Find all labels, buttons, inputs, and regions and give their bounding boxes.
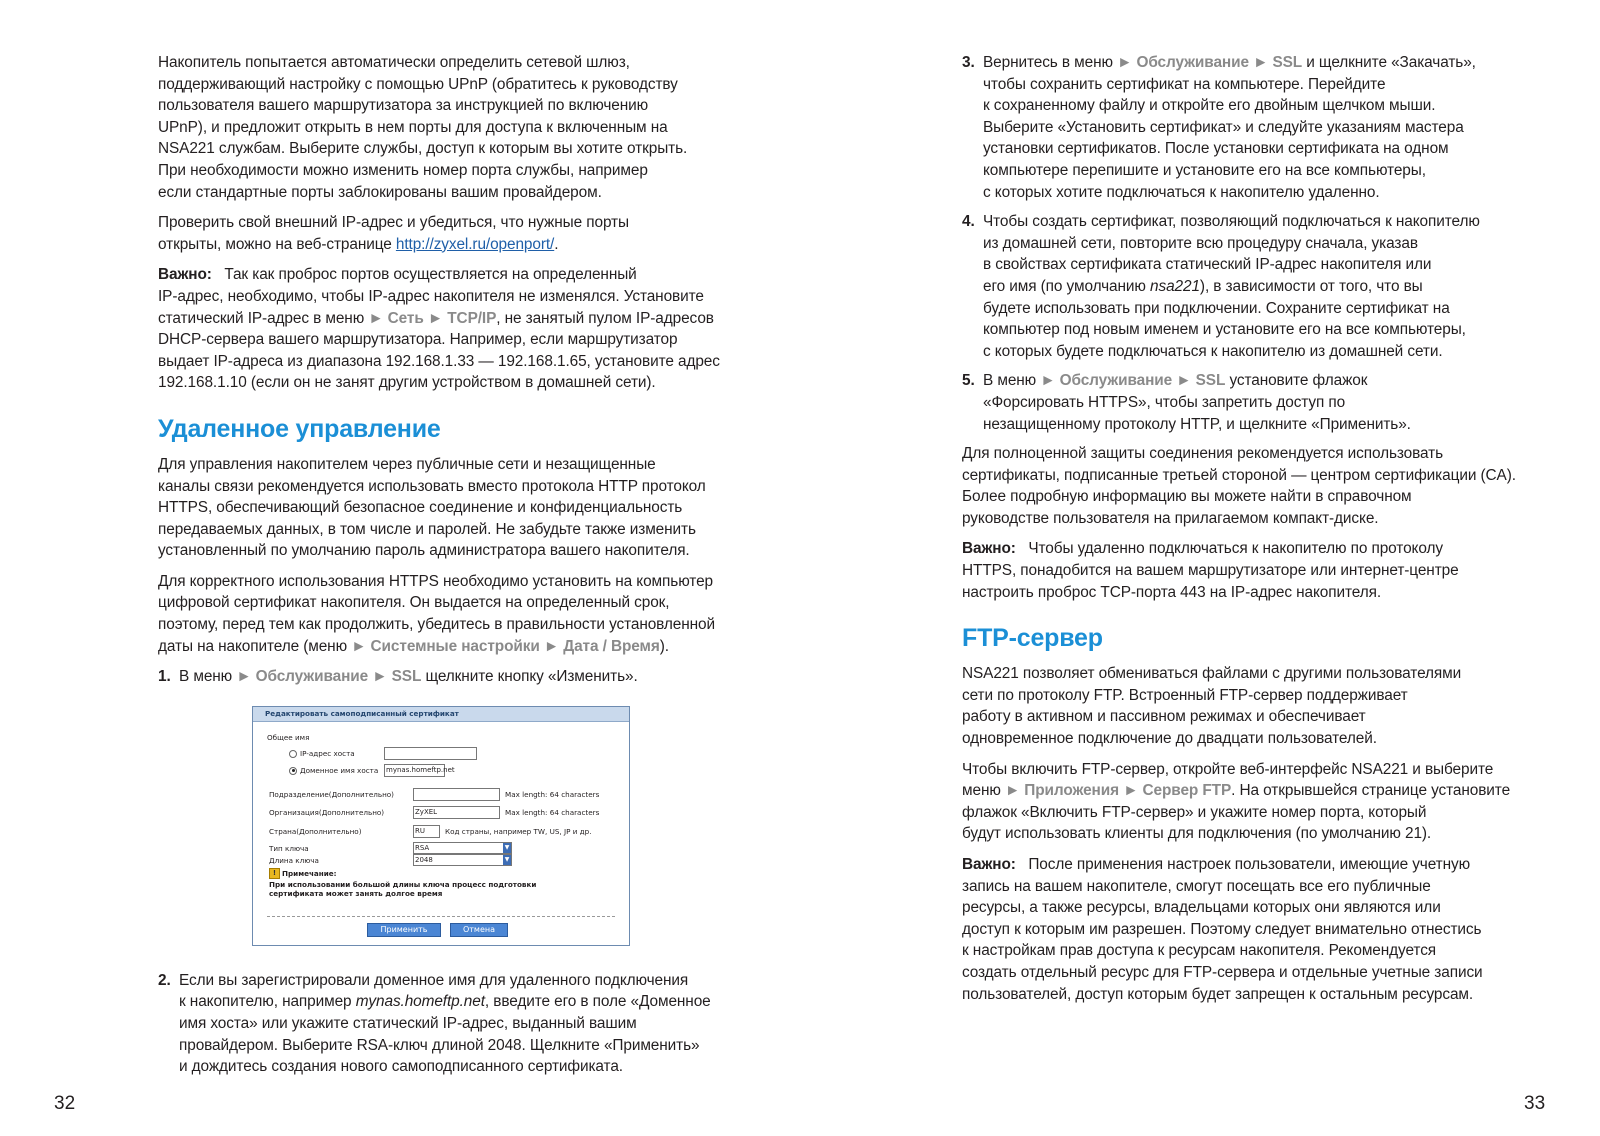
chevron-down-icon: ▼: [504, 843, 510, 851]
important-note-port-forwarding: Важно: Чтобы удаленно подключаться к накопителю по протоколу HTTPS, понадобится на вашем маршрутизаторе или интернет-центре настроить проброс TCP-порта 443 на IP-адрес накопителя.: [962, 540, 1459, 601]
cancel-button[interactable]: Отмена: [450, 923, 508, 937]
note-title: Примечание:: [282, 868, 337, 878]
country-label: Страна(Дополнительно): [269, 826, 362, 836]
menu-path-ftp-server: Сервер FTP: [1142, 782, 1232, 800]
step-number: 3.: [962, 54, 975, 71]
key-length-select[interactable]: 2048 ▼: [413, 854, 512, 866]
openport-link[interactable]: http://zyxel.ru/openport/: [395, 235, 555, 253]
steps-list-left: [158, 666, 758, 688]
ou-input[interactable]: [413, 788, 500, 801]
menu-path-maintenance: Обслуживание: [255, 668, 369, 686]
domain-host-label: Доменное имя хоста: [300, 765, 379, 775]
important-label: Важно:: [962, 540, 1016, 558]
ou-label: Подразделение(Дополнительно): [269, 789, 394, 799]
menu-path-maintenance: Обслуживание: [1059, 372, 1173, 390]
important-note-static-ip: Важно: Так как проброс портов осуществляется на определенный IP-адрес, необходимо, чтобы IP-адрес накопителя не изменялся. Установите статический IP-адрес в меню ► Сеть ► TCP/IP, не занятый пулом IP-адресов DHCP-сервера вашего маршрутизатора. Например, если маршрутизатор выдает IP-адреса из диапазона 192.168.1.33 — 192.168.1.65, установите адрес 192.168.1.10 (если он не занят другим устройством в домашней сети).: [158, 266, 720, 392]
menu-arrow-icon: ►: [1040, 372, 1056, 390]
menu-arrow-icon: ►: [351, 637, 367, 655]
check-ip-paragraph: Проверить свой внешний IP-адрес и убедиться, что нужные порты открыты, можно на веб-странице http://zyxel.ru/openport/.: [158, 214, 629, 253]
certificate-dialog-screenshot: [252, 706, 630, 946]
ou-hint: Max length: 64 characters: [505, 789, 600, 799]
menu-arrow-icon: ►: [1004, 782, 1021, 800]
section-heading-ftp-server: FTP-сервер: [962, 624, 1103, 653]
step-number: 1.: [158, 668, 171, 686]
important-label: Важно:: [962, 856, 1016, 873]
menu-path-date-time: Дата / Время: [563, 637, 660, 655]
org-hint: Max length: 64 characters: [505, 807, 600, 817]
steps-list-right: [962, 52, 1562, 435]
certificate-paragraph: Для корректного использования HTTPS необходимо установить на компьютер цифровой сертификат накопителя. Он выдается на определенный срок, поэтому, перед тем как продолжить, убедитесь в правильности установленной даты на накопителе (меню ► Системные настройки ► Дата / Время).: [158, 572, 715, 655]
menu-path-ssl: SSL: [1272, 54, 1303, 71]
menu-path-network: Сеть: [387, 309, 424, 327]
menu-path-maintenance: Обслуживание: [1136, 54, 1249, 71]
menu-arrow-icon: ►: [1123, 782, 1139, 800]
domain-host-radio[interactable]: [289, 767, 297, 775]
menu-arrow-icon: ►: [543, 637, 560, 655]
step-3: 3. Вернитесь в меню ► Обслуживание ► SSL и щелкните «Закачать», чтобы сохранить сертификат на компьютере. Перейдите к сохраненному файлу и откройте его двойным щелчком мыши. Выберите «Установить сертификат» и следуйте указаниям мастера установки сертификатов. После установки сертификата на одном компьютере перепишите и установите его на все компьютеры, с которых хотите подключаться к накопителю удаленно.: [962, 54, 1476, 201]
ftp-intro-paragraph: NSA221 позволяет обмениваться файлами с другими пользователями сети по протоколу FTP. Встроенный FTP-сервер поддерживает работу в активном и пассивном режимах и обеспечивает одновременное подключение до двадцати пользователей.: [962, 665, 1462, 748]
common-name-label: Общее имя: [267, 732, 310, 742]
country-hint: Код страны, например TW, US, JP и др.: [445, 826, 592, 836]
note-icon: !: [269, 868, 280, 879]
apply-button[interactable]: Применить: [367, 923, 441, 937]
ip-host-label: IP-адрес хоста: [300, 748, 355, 758]
key-type-label: Тип ключа: [269, 843, 309, 853]
dialog-divider: [267, 916, 615, 917]
steps-list-left-2: [158, 970, 758, 1078]
key-type-select[interactable]: RSA ▼: [413, 842, 512, 854]
dialog-title: Редактировать самоподписанный сертификат: [253, 707, 629, 722]
step-5: 5. В меню ► Обслуживание ► SSL установите флажок «Форсировать HTTPS», чтобы запретить доступ по незащищенному протоколу HTTP, и щелкните «Применить».: [962, 372, 1411, 433]
ip-host-radio[interactable]: [289, 750, 297, 758]
ip-host-input[interactable]: [384, 747, 477, 760]
step-1: 1. В меню ► Обслуживание ► SSL щелкните кнопку «Изменить».: [158, 666, 758, 688]
key-length-label: Длина ключа: [269, 855, 319, 865]
chevron-down-icon: ▼: [504, 855, 510, 863]
important-label: Важно:: [158, 266, 212, 284]
example-domain: mynas.homeftp.net: [355, 993, 485, 1011]
domain-host-input[interactable]: mynas.homeftp.net: [384, 764, 445, 777]
step-2: 2. Если вы зарегистрировали доменное имя для удаленного подключения к накопителю, например mynas.homeftp.net, введите его в поле «Доменное имя хоста» или укажите статический IP-адрес, выданный вашим провайдером. Выберите RSA-ключ длиной 2048. Щелкните «Применить» и дождитесь создания нового самоподписанного сертификата.: [158, 971, 711, 1076]
menu-arrow-icon: ►: [1117, 54, 1133, 71]
menu-path-ssl: SSL: [1195, 372, 1226, 390]
menu-arrow-icon: ►: [1253, 54, 1269, 71]
menu-path-tcpip: TCP/IP: [447, 309, 497, 327]
ca-certificates-paragraph: Для полноценной защиты соединения рекомендуется использовать сертификаты, подписанные третьей стороной — центром сертификации (CA). Более подробную информацию вы можете найти в справочном руководстве пользователя на прилагаемом компакт-диске.: [962, 445, 1516, 527]
upnp-paragraph: Накопитель попытается автоматически определить сетевой шлюз, поддерживающий настройку с помощью UPnP (обратитесь к руководству пользователя вашего маршрутизатора за инструкцией по включению UPnP), и предложит открыть в нем порты для доступа к включенным на NSA221 службам. Выберите службы, доступ к которым вы хотите открыть. При необходимости можно изменить номер порта службы, например если стандартные порты заблокированы вашим провайдером.: [158, 54, 688, 201]
page-number-left: 32: [54, 1093, 76, 1114]
menu-arrow-icon: ►: [427, 309, 444, 327]
step-4: 4. Чтобы создать сертификат, позволяющий подключаться к накопителю из домашней сети, повторите всю процедуру сначала, указав в свойствах сертификата статический IP-адрес накопителя или его имя (по умолчанию nsa221), в зависимости от того, что вы будете использовать при подключении. Сохраните сертификат на компьютер под новым именем и установите его на все компьютеры, с которых будете подключаться к накопителю из домашней сети.: [962, 213, 1480, 360]
note-line-1: При использовании большой длины ключа процесс подготовки: [269, 879, 537, 889]
org-label: Организация(Дополнительно): [269, 807, 385, 817]
menu-arrow-icon: ►: [1176, 372, 1192, 390]
menu-arrow-icon: ►: [236, 668, 252, 686]
page-number-right: 33: [1524, 1093, 1546, 1114]
menu-path-ssl: SSL: [391, 668, 422, 686]
https-intro-paragraph: Для управления накопителем через публичные сети и незащищенные каналы связи рекомендуется использовать вместо протокола HTTP протокол HTTPS, обеспечивающий безопасное соединение и конфиденциальность передаваемых данных, в том числе и паролей. Не забудьте также изменить установленный по умолчанию пароль администратора вашего накопителя.: [158, 455, 706, 560]
right-page-column: [962, 52, 1562, 1014]
menu-arrow-icon: ►: [368, 309, 384, 327]
ftp-enable-paragraph: Чтобы включить FTP-сервер, откройте веб-интерфейс NSA221 и выберите меню ► Приложения ► Сервер FTP. На открывшейся странице установите флажок «Включить FTP-сервер» и укажите номер порта, который будут использовать клиенты для подключения (по умолчанию 21).: [962, 760, 1511, 843]
step-number: 4.: [962, 213, 975, 231]
menu-path-system-settings: Системные настройки: [370, 637, 540, 655]
step-number: 2.: [158, 971, 171, 989]
step-number: 5.: [962, 372, 975, 390]
country-input[interactable]: RU: [413, 825, 440, 838]
left-page-column: [158, 52, 758, 1086]
menu-arrow-icon: ►: [372, 668, 388, 686]
section-heading-remote-management: Удаленное управление: [158, 414, 441, 443]
note-line-2: сертификата может занять долгое время: [269, 888, 443, 898]
org-input[interactable]: ZyXEL: [413, 806, 500, 819]
menu-path-applications: Приложения: [1024, 782, 1119, 800]
default-device-name: nsa221: [1150, 277, 1200, 295]
important-note-ftp-access: Важно: После применения настроек пользователи, имеющие учетную запись на вашем накопителе, смогут посещать все его публичные ресурсы, а также ресурсы, владельцами которых они являются или доступ к которым им разрешен. Поэтому следует внимательно отнестись к настройкам прав доступа к ресурсам накопителя. Рекомендуется создать отдельный ресурс для FTP-сервера и отдельные учетные записи пользователей, доступ которым будет запрещен к остальным ресурсам.: [962, 856, 1483, 1003]
